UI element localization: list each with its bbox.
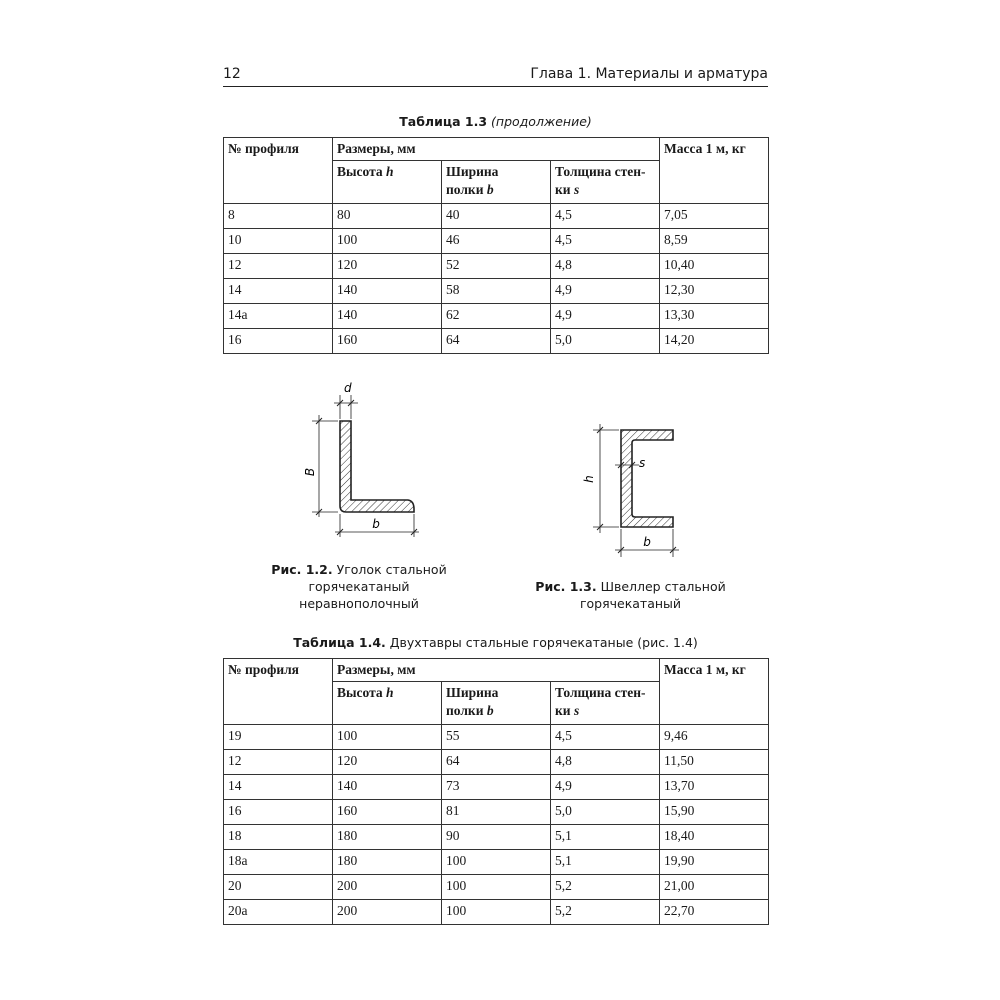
label-h: h [582,475,596,483]
label-s: s [639,456,646,470]
cell: 100 [333,229,442,254]
cell: 90 [442,825,551,850]
table-row [224,875,769,900]
cell: 4,8 [551,750,660,775]
cell: 100 [442,900,551,925]
table1-header-width-var: b [486,182,494,197]
cell: 5,2 [551,875,660,900]
table2-header-width-line1: Ширина [446,685,499,700]
table2-header-height-var: h [386,685,394,700]
cell: 100 [442,875,551,900]
page-number: 12 [223,66,241,82]
table2-header-width [442,682,551,725]
cell: 180 [333,825,442,850]
cell: 12 [224,254,333,279]
table1-header-profile: № профиля [224,138,333,204]
table2-header-dims: Размеры, мм [333,659,660,682]
cell: 15,90 [660,800,769,825]
table-row [224,750,769,775]
cell: 120 [333,254,442,279]
table1-header-thickness [551,161,660,204]
table2-header-height-text: Высота [337,685,383,700]
cell: 5,0 [551,800,660,825]
table1-header-mass: Масса 1 м, кг [660,138,769,204]
table2-caption-text: Двухтавры стальные горячекатаные (рис. 1.4) [389,635,698,650]
cell: 22,70 [660,900,769,925]
cell: 20а [224,900,333,925]
table2 [223,658,769,925]
label-b: b [643,535,651,549]
table2-caption [223,635,768,650]
cell: 19 [224,725,333,750]
cell: 16 [224,800,333,825]
cell: 12,30 [660,279,769,304]
table1-header-height [333,161,442,204]
channel-section-shape [621,430,673,527]
cell: 8,59 [660,229,769,254]
cell: 58 [442,279,551,304]
cell: 11,50 [660,750,769,775]
label-d: d [344,381,352,395]
cell: 62 [442,304,551,329]
label-b: b [372,517,380,531]
cell: 18,40 [660,825,769,850]
table-row [224,254,769,279]
table2-header-height [333,682,442,725]
cell: 14а [224,304,333,329]
table-row [224,800,769,825]
table-row [224,725,769,750]
cell: 18а [224,850,333,875]
fig2-caption-line1: Уголок стальной [336,562,447,577]
table1-header-width-line2: полки [446,182,484,197]
cell: 16 [224,329,333,354]
cell: 52 [442,254,551,279]
table-row [224,825,769,850]
cell: 4,5 [551,204,660,229]
fig3-caption-line2: горячекатаный [579,596,682,611]
table1-header-thickness-line1: Толщина стен- [555,164,646,179]
table1-header-thickness-var: s [573,182,580,197]
fig2-caption [268,561,450,612]
table1-header-width-line1: Ширина [446,164,499,179]
cell: 120 [333,750,442,775]
cell: 14 [224,775,333,800]
cell: 4,9 [551,775,660,800]
table-row [224,850,769,875]
fig2-caption-number: Рис. 1.2. [271,562,333,577]
table2-caption-number: Таблица 1.4. [293,635,386,650]
cell: 19,90 [660,850,769,875]
cell: 13,70 [660,775,769,800]
cell: 20 [224,875,333,900]
cell: 64 [442,329,551,354]
table-row [224,279,769,304]
cell: 4,9 [551,304,660,329]
fig2-caption-line3: неравнополочный [299,596,419,611]
cell: 160 [333,800,442,825]
table-row [224,329,769,354]
cell: 14,20 [660,329,769,354]
cell: 73 [442,775,551,800]
cell: 100 [333,725,442,750]
table1-header-height-var: h [386,164,394,179]
cell: 5,0 [551,329,660,354]
cell: 10,40 [660,254,769,279]
cell: 64 [442,750,551,775]
cell: 180 [333,850,442,875]
cell: 200 [333,900,442,925]
angle-section-shape [340,421,414,512]
cell: 5,1 [551,850,660,875]
chapter-title: Глава 1. Материалы и арматура [530,66,768,82]
cell: 4,5 [551,229,660,254]
channel-profile-drawing [575,415,695,565]
table2-header-thickness-var: s [573,703,580,718]
cell: 4,5 [551,725,660,750]
cell: 160 [333,329,442,354]
cell: 80 [333,204,442,229]
cell: 5,2 [551,900,660,925]
cell: 10 [224,229,333,254]
cell: 81 [442,800,551,825]
table-row [224,775,769,800]
cell: 14 [224,279,333,304]
table1 [223,137,769,354]
cell: 18 [224,825,333,850]
cell: 9,46 [660,725,769,750]
table2-header-width-line2: полки [446,703,484,718]
cell: 200 [333,875,442,900]
table2-header-thickness [551,682,660,725]
cell: 100 [442,850,551,875]
table1-header-dims: Размеры, мм [333,138,660,161]
table1-header-width [442,161,551,204]
table1-header-height-text: Высота [337,164,383,179]
table-row [224,304,769,329]
cell: 21,00 [660,875,769,900]
cell: 8 [224,204,333,229]
cell: 46 [442,229,551,254]
cell: 5,1 [551,825,660,850]
fig3-caption-number: Рис. 1.3. [535,579,597,594]
table1-caption-number: Таблица 1.3 [399,114,488,129]
page-header [223,64,768,87]
cell: 55 [442,725,551,750]
cell: 12 [224,750,333,775]
angle-profile-drawing [290,375,440,545]
cell: 7,05 [660,204,769,229]
fig3-caption-line1: Швеллер стальной [600,579,726,594]
cell: 13,30 [660,304,769,329]
table-row [224,204,769,229]
cell: 40 [442,204,551,229]
table-row [224,900,769,925]
fig3-caption [533,578,728,612]
table2-header-thickness-line2: ки [555,703,571,718]
table2-header-profile: № профиля [224,659,333,725]
table-row [224,229,769,254]
table2-header-mass: Масса 1 м, кг [660,659,769,725]
table1-caption [223,114,768,129]
fig2-caption-line2: горячекатаный [308,579,410,594]
table1-caption-note: (продолжение) [491,114,592,129]
table2-header-width-var: b [486,703,494,718]
cell: 4,8 [551,254,660,279]
cell: 4,9 [551,279,660,304]
table2-header-thickness-line1: Толщина стен- [555,685,646,700]
label-B: B [303,467,317,477]
table1-header-thickness-line2: ки [555,182,571,197]
cell: 140 [333,775,442,800]
cell: 140 [333,279,442,304]
cell: 140 [333,304,442,329]
